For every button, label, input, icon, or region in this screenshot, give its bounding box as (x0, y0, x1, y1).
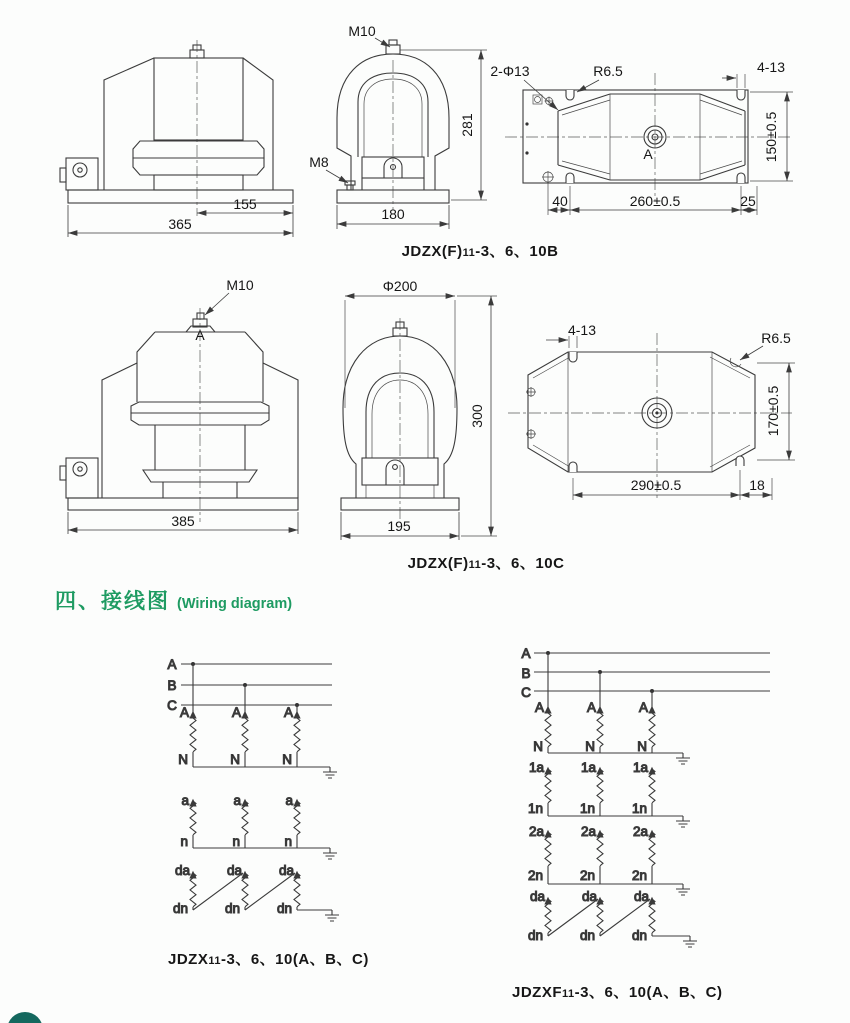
label-c-front-a: A (195, 327, 205, 343)
winding-label: da (633, 889, 649, 904)
winding-label: 1a (580, 760, 596, 775)
bus-label-a: A (521, 646, 531, 661)
winding-label: A (586, 700, 596, 715)
caption-subscript: 11 (208, 955, 221, 967)
caption-subscript: 11 (462, 247, 476, 259)
drawing-c-front-view (60, 277, 298, 534)
label-b-top-fillet: R6.5 (593, 63, 623, 79)
ground-icon (676, 884, 690, 895)
winding-label: 2a (528, 824, 544, 839)
bus-label-b: B (167, 678, 177, 693)
caption-subscript: 11 (468, 559, 482, 571)
hole-symbol-icon (542, 171, 554, 183)
caption-prefix: JDZX (168, 951, 209, 968)
winding-label: N (637, 739, 647, 754)
caption-prefix: JDZX(F) (407, 555, 469, 572)
dim-b-top-25: 25 (740, 193, 756, 209)
caption-suffix: -3、6、10C (481, 555, 565, 572)
caption-drawing-c (336, 552, 636, 573)
label-b-top-a: A (643, 146, 653, 162)
dim-c-front-385: 385 (171, 513, 195, 529)
label-b-top-slots: 4-13 (756, 59, 786, 75)
label-c-front-m10: M10 (226, 277, 254, 293)
winding-label: N (178, 752, 188, 767)
winding-label: 2a (580, 824, 596, 839)
caption-prefix: JDZXF (512, 984, 563, 1001)
bus-label-c: C (167, 698, 177, 713)
label-b-top-holes: 2-Φ13 (490, 63, 530, 79)
winding-label: n (284, 834, 292, 849)
winding-label: dn (172, 901, 188, 916)
bus-label-a: A (167, 657, 177, 672)
winding-label: 1n (631, 801, 647, 816)
winding-label: 1a (528, 760, 544, 775)
winding-label: dn (276, 901, 292, 916)
dim-b-side-281: 281 (459, 113, 475, 137)
drawing-c-side-view (341, 278, 497, 540)
caption-wiring-right (512, 981, 723, 1002)
winding-label: 1n (527, 801, 543, 816)
winding-label: dn (224, 901, 240, 916)
winding-label: 2a (632, 824, 648, 839)
dim-c-top-18: 18 (749, 477, 765, 493)
ground-icon (676, 753, 690, 764)
heading-chinese: 四、接线图 (55, 590, 170, 613)
winding-label: A (179, 705, 189, 720)
ground-icon (325, 910, 339, 921)
winding-label: n (232, 834, 240, 849)
dim-c-top-170: 170±0.5 (765, 385, 781, 437)
ground-icon (323, 767, 337, 778)
wiring-diagram-right (521, 646, 770, 947)
winding-label: A (534, 700, 544, 715)
winding-label: A (283, 705, 293, 720)
winding-label: da (226, 863, 242, 878)
bus-label-c: C (521, 685, 531, 700)
winding-label: 2n (527, 868, 543, 883)
label-c-top-slots: 4-13 (567, 322, 597, 338)
label-b-side-m8: M8 (309, 154, 329, 170)
dim-c-side-195: 195 (387, 518, 411, 534)
winding-label: 2n (579, 868, 595, 883)
caption-subscript: 11 (562, 988, 575, 1000)
bus-label-b: B (521, 666, 531, 681)
winding-label: da (581, 889, 597, 904)
heading-english: (Wiring diagram) (177, 596, 293, 612)
ground-icon (683, 936, 697, 947)
dim-c-side-300: 300 (469, 404, 485, 428)
winding-label: da (278, 863, 294, 878)
caption-suffix: -3、6、10(A、B、C) (574, 984, 723, 1001)
winding-label: 1a (632, 760, 648, 775)
winding-label: N (230, 752, 240, 767)
winding-label: dn (527, 928, 543, 943)
caption-drawing-b (330, 240, 630, 261)
dim-c-side-phi200: Φ200 (382, 278, 418, 294)
winding-label: 1n (579, 801, 595, 816)
winding-label: N (282, 752, 292, 767)
label-b-side-m10: M10 (348, 23, 376, 39)
winding-label: A (231, 705, 241, 720)
winding-label: N (585, 739, 595, 754)
winding-label: dn (579, 928, 595, 943)
dim-b-top-150: 150±0.5 (763, 111, 779, 163)
label-c-top-fillet: R6.5 (761, 330, 791, 346)
winding-label: 2n (631, 868, 647, 883)
winding-label: N (533, 739, 543, 754)
winding-label: n (180, 834, 188, 849)
dim-b-front-155: 155 (233, 196, 257, 212)
drawing-b-side-view (309, 23, 487, 229)
dim-b-top-260: 260±0.5 (629, 193, 681, 209)
winding-label: a (285, 793, 293, 808)
drawing-b-top-view (490, 59, 793, 215)
winding-label: dn (631, 928, 647, 943)
dim-c-top-290: 290±0.5 (630, 477, 682, 493)
winding-label: da (529, 889, 545, 904)
drawing-c-top-view (508, 322, 795, 500)
caption-wiring-left (168, 948, 368, 969)
winding-label: a (181, 793, 189, 808)
caption-prefix: JDZX(F) (401, 243, 463, 260)
caption-suffix: -3、6、10B (475, 243, 559, 260)
dim-b-side-180: 180 (381, 206, 405, 222)
wiring-diagram-left (167, 657, 339, 921)
caption-suffix: -3、6、10(A、B、C) (220, 951, 369, 968)
drawing-b-front-view (60, 40, 293, 237)
ground-icon (676, 816, 690, 827)
ground-icon (323, 848, 337, 859)
dim-b-front-365: 365 (168, 216, 192, 232)
winding-label: da (174, 863, 190, 878)
winding-label: A (638, 700, 648, 715)
winding-label: a (233, 793, 241, 808)
section-heading-wiring (55, 585, 292, 615)
dim-b-top-40: 40 (552, 193, 568, 209)
